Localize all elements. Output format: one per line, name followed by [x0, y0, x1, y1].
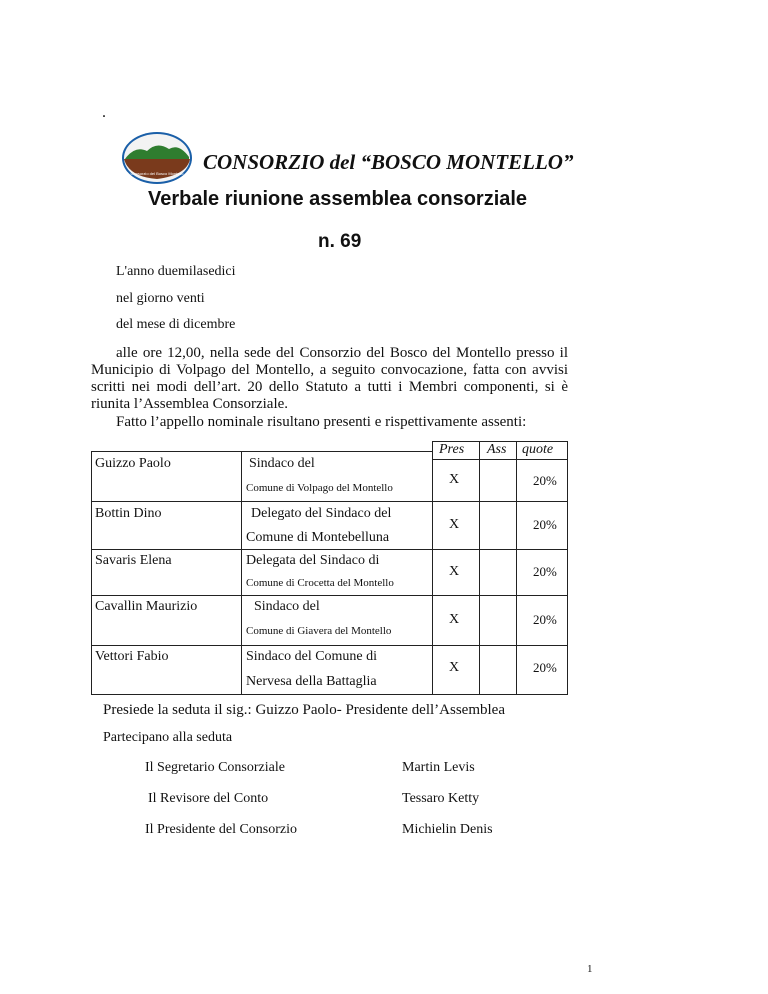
quote-value: 20% — [533, 517, 557, 532]
member-name: Savaris Elena — [95, 553, 172, 568]
member-comune: Comune di Volpago del Montello — [246, 482, 393, 494]
member-name: Vettori Fabio — [95, 649, 169, 664]
header-ass-label: Ass — [487, 442, 507, 457]
member-role: Sindaco del Comune di — [246, 649, 378, 664]
member-role: Sindaco del — [249, 456, 315, 471]
participant-role: Il Segretario Consorziale — [145, 760, 285, 775]
member-name: Cavallin Maurizio — [95, 599, 198, 614]
header-ass — [479, 441, 517, 460]
minutes-number: n. 69 — [318, 231, 362, 252]
consortium-logo — [121, 131, 193, 185]
member-role: Delegata del Sindaco di — [246, 553, 380, 568]
member-comune: Comune di Giavera del Montello — [246, 625, 392, 637]
member-comune: Comune di Montebelluna — [246, 530, 390, 545]
presence-mark: X — [449, 472, 460, 487]
participant-role: Il Presidente del Consorzio — [145, 822, 298, 837]
roll-call-text: Fatto l’appello nominale risultano presenti e rispettivamente assenti: — [116, 414, 527, 430]
participant-name: Michielin Denis — [402, 822, 493, 837]
stray-dot: . — [102, 104, 106, 121]
participant-name: Martin Levis — [402, 760, 475, 775]
quote-value: 20% — [533, 612, 557, 627]
intro-year: L'anno duemilasedici — [116, 264, 236, 279]
quote-value: 20% — [533, 660, 557, 675]
participant-name: Tessaro Ketty — [402, 791, 480, 806]
presence-mark: X — [449, 660, 460, 675]
header-pres — [432, 441, 480, 460]
header-quote-label: quote — [522, 442, 554, 457]
presence-mark: X — [449, 564, 460, 579]
member-name: Guizzo Paolo — [95, 456, 171, 471]
intro-day: nel giorno venti — [116, 291, 205, 306]
page-number: 1 — [587, 963, 593, 975]
presence-mark: X — [449, 612, 460, 627]
presides-line: Presiede la seduta il sig.: Guizzo Paolo- Presidente dell’Assemblea — [103, 702, 505, 718]
quote-value: 20% — [533, 564, 557, 579]
document-title: Verbale riunione assemblea consorziale — [148, 188, 528, 210]
member-role: Delegato del Sindaco del — [251, 506, 392, 521]
header-quote — [516, 441, 568, 460]
member-name: Bottin Dino — [95, 506, 162, 521]
header-pres-label: Pres — [439, 442, 465, 457]
intro-month: del mese di dicembre — [116, 317, 236, 332]
member-comune: Nervesa della Battaglia — [246, 674, 377, 689]
organization-title: CONSORZIO del “BOSCO MONTELLO” — [203, 150, 574, 174]
logo-caption: Consorzio del Bosco Montello — [130, 171, 184, 176]
member-role: Sindaco del — [254, 599, 320, 614]
participant-role: Il Revisore del Conto — [148, 791, 269, 806]
quote-value: 20% — [533, 473, 557, 488]
presence-mark: X — [449, 517, 460, 532]
participants-heading: Partecipano alla seduta — [103, 730, 233, 745]
member-comune: Comune di Crocetta del Montello — [246, 577, 394, 589]
body-paragraph: alle ore 12,00, nella sede del Consorzio del Bosco del Montello presso il Municipio di Volpago del Montello, a seguito convocazione, fatta con avvisi scritti nei modi dell’art. 20 dello Statuto a tutti i Membri componenti, si è riunita l’Assemblea Consorziale. — [91, 345, 568, 412]
